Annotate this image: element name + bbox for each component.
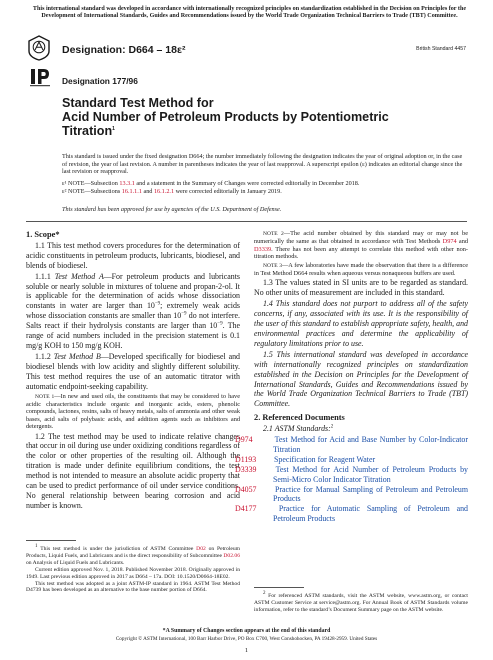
footnote-joint-standard: This test method was adopted as a joint ASTM-IP standard in 1964. ASTM Test Method D4739 has been developed as an alternative to the base number portion of D664. [26, 580, 240, 594]
reference-item[interactable] [235, 504, 468, 524]
reference-item[interactable] [235, 464, 468, 485]
link-d974[interactable]: D974 [442, 238, 457, 246]
referenced-documents-heading: 2. Referenced Documents [254, 413, 345, 423]
editorial-notes [62, 180, 467, 195]
astm-standards-label: 2.1 ASTM Standards:$^2$ [263, 424, 334, 434]
title-line-2: Acid Number of Petroleum Products by Potentiometric [62, 110, 389, 124]
ip-logo-icon [29, 67, 51, 87]
left-column [26, 230, 240, 512]
note-2: NOTE 2—The acid number obtained by this standard may or may not be numerically the same as that obtained in accordance with Test Methods D974 and D3339. There has not been any attempt to correlate this method with other non-titration methods. [254, 230, 469, 261]
reference-title[interactable]: Test Method for Acid Number of Petroleum Products by Semi-Micro Color Indicator Titration [273, 464, 468, 484]
footnote-1: $^1$ This test method is under the jurisdiction of ASTM Committee D02 on Petroleum Products, Liquid Fuels, and Lubricants and is the direct responsibility of Subcommittee D02.06 on Analysis of Liquid Fuels and Lubricants. Current edition approved Nov. 1, 2018. Published November 2018. Originally approved in 1949. Last previous edition approved in 2017 as D664 – 17a. DOI: 10.1520/D0664-18E02. This test method was adopted as a joint ASTM-IP standard in 1964. ASTM Test Method D4739 has been developed as an alternative to the base number portion of D664. [26, 544, 240, 594]
footnote-divider-left [26, 540, 76, 541]
paragraph-1-1-1: 1.1.1 Test Method A—For petroleum products and lubricants soluble or nearly soluble in mixtures of toluene and propan-2-ol. It is applicable for the determination of acids whose dissociation constants in water are larger than $10^{-9}$; extremely weak acids whose dissociation constants are smaller than $10^{-9}$ do not interfere. Salts react if their hydrolysis constants are larger than $10^{-9}$. The range of acid numbers included in the precision statement is 0.1 mg/g KOH to 150 mg/g KOH. [26, 271, 241, 350]
reference-code[interactable]: D974 [235, 435, 253, 445]
footnote-edition: Current edition approved Nov. 1, 2018. Published November 2018. Originally approved in 1949. Last previous edition approved in 2017 as D664 – 17a. DOI: 10.1520/D0664-18E02. [26, 566, 240, 580]
reference-item[interactable] [235, 454, 468, 465]
footnote-2: $^2$ For referenced ASTM standards, visit the ASTM website, www.astm.org, or contact ASTM Customer Service at service@astm.org. For Annual Book of ASTM Standards volume information, refer to the standard’s Document Summary page on the ASTM website. [254, 591, 468, 613]
note-epsilon-2: ε² NOTE—Subsections 16.1.1.1 and 16.1.2.1 were corrected editorially in January 2019. [62, 187, 282, 195]
paragraph-1-4: 1.4 This standard does not purport to address all of the safety concerns, if any, associated with its use. It is the responsibility of the user of this standard to establish appropriate safety, health, and environmental practices and determine the applicability of regulatory limitations prior to use. [254, 299, 468, 348]
reference-title[interactable]: Practice for Automatic Sampling of Petroleum and Petroleum Products [273, 504, 468, 524]
link-16-1-1-1[interactable]: 16.1.1.1 [121, 187, 142, 195]
paragraph-1-1: 1.1 This test method covers procedures for the determination of acidic constituents in petroleum products, lubricants, biodiesel, and blends of biodiesel. [26, 240, 240, 270]
reference-code[interactable]: D3339 [235, 464, 257, 474]
reference-code[interactable]: D1193 [235, 454, 257, 464]
british-standard-label: British Standard 4457 [416, 46, 466, 52]
link-d02[interactable]: D02 [196, 546, 206, 552]
header-notice: This international standard was developed in accordance with internationally recognized principles on standardization established in the Decision on Principles for the Development of International Standards, Guides and Recommendations issued by the World Trade Organization Technical Barriers to Trade (TBT) Committee. [32, 6, 467, 20]
astm-logo-icon [27, 35, 51, 61]
paragraph-1-3: 1.3 The values stated in SI units are to be regarded as standard. No other units of measurement are included in this standard. [254, 278, 468, 298]
note-3: NOTE 3—A few laboratories have made the observation that there is a difference in Test Method D664 results when aqueous versus nonaqueous buffers are used. [254, 261, 468, 278]
link-16-1-2-1[interactable]: 16.1.2.1 [153, 187, 175, 195]
document-title [62, 96, 392, 138]
intro-paragraph: This standard is issued under the fixed designation D664; the number immediately following the designation indicates the year of original adoption or, in the case of revision, the year of last revision. A number in parentheses indicates the year of last reapproval. A superscript epsilon (ε) indicates an editorial change since the last revision or reapproval. [62, 153, 463, 176]
dod-approval: This standard has been approved for use by agencies of the U.S. Department of Defense. [62, 206, 282, 213]
header-divider [26, 221, 467, 222]
title-footnote-marker: 1 [112, 125, 115, 132]
link-d02-06[interactable]: D02.06 [223, 552, 240, 559]
footnote-divider-right [254, 587, 304, 588]
title-line-3: Titration$^1$ [62, 124, 115, 138]
reference-code[interactable]: D4177 [235, 504, 257, 514]
right-column [235, 230, 469, 524]
reference-list [235, 435, 468, 524]
paragraph-1-5: 1.5 This international standard was developed in accordance with internationally recognized principles on standardization established in the Decision on Principles for the Development of International Standards, Guides and Recommendations issued by the World Trade Organization Technical Barriers to Trade (TBT) Committee. [254, 349, 468, 409]
reference-item[interactable] [235, 484, 468, 505]
reference-code[interactable]: D4057 [235, 484, 257, 494]
reference-title[interactable]: Specification for Reagent Water [273, 454, 376, 464]
link-d3339[interactable]: D3339 [254, 245, 272, 253]
copyright-line: Copyright © ASTM International, 100 Barr Harbor Drive, PO Box C700, West Conshohocken, PA 19428-2959. United States [115, 636, 378, 642]
paragraph-1-1-2: 1.1.2 Test Method B—Developed specifically for biodiesel and biodiesel blends with low acidity and slightly different solubility. This test method requires the use of an automatic titrator with automatic endpoint-seeking capability. [26, 351, 240, 391]
summary-of-changes-notice: *A Summary of Changes section appears at the end of this standard [162, 628, 331, 634]
designation: Designation: D664 – 18ε² [62, 44, 186, 56]
reference-title[interactable]: Test Method for Acid and Base Number by Color-Indicator Titration [273, 435, 468, 454]
note-epsilon-1: ε¹ NOTE—Subsection 13.3.1 and a statement in the Summary of Changes were corrected editorially in December 2018. [62, 180, 360, 187]
page-number: 1 [244, 647, 249, 654]
designation-ip: Designation 177/96 [62, 76, 138, 86]
title-line-1: Standard Test Method for [62, 96, 214, 110]
paragraph-1-2: 1.2 The test method may be used to indicate relative changes that occur in oil during use under oxidizing conditions regardless of the color or other properties of the resulting oil. Although the titration is made under definite equilibrium conditions, the test method is not intended to measure an absolute acidic property that can be used to predict performance of oil under service conditions. No general relationship between bearing corrosion and acid number is known. [26, 431, 240, 510]
note-1: NOTE 1—In new and used oils, the constituents that may be considered to have acidic characteristics include organic and inorganic acids, esters, phenolic compounds, lactones, resins, salts of heavy metals, salts of ammonia and other weak bases, acid salts of polybasic acids, and addition agents such as inhibitors and detergents. [26, 392, 240, 431]
reference-title[interactable]: Practice for Manual Sampling of Petroleum and Petroleum Products [273, 484, 468, 504]
scope-heading: 1. Scope* [26, 230, 60, 239]
link-13-3-1[interactable]: 13.3.1 [119, 180, 135, 187]
reference-item[interactable] [235, 435, 468, 455]
